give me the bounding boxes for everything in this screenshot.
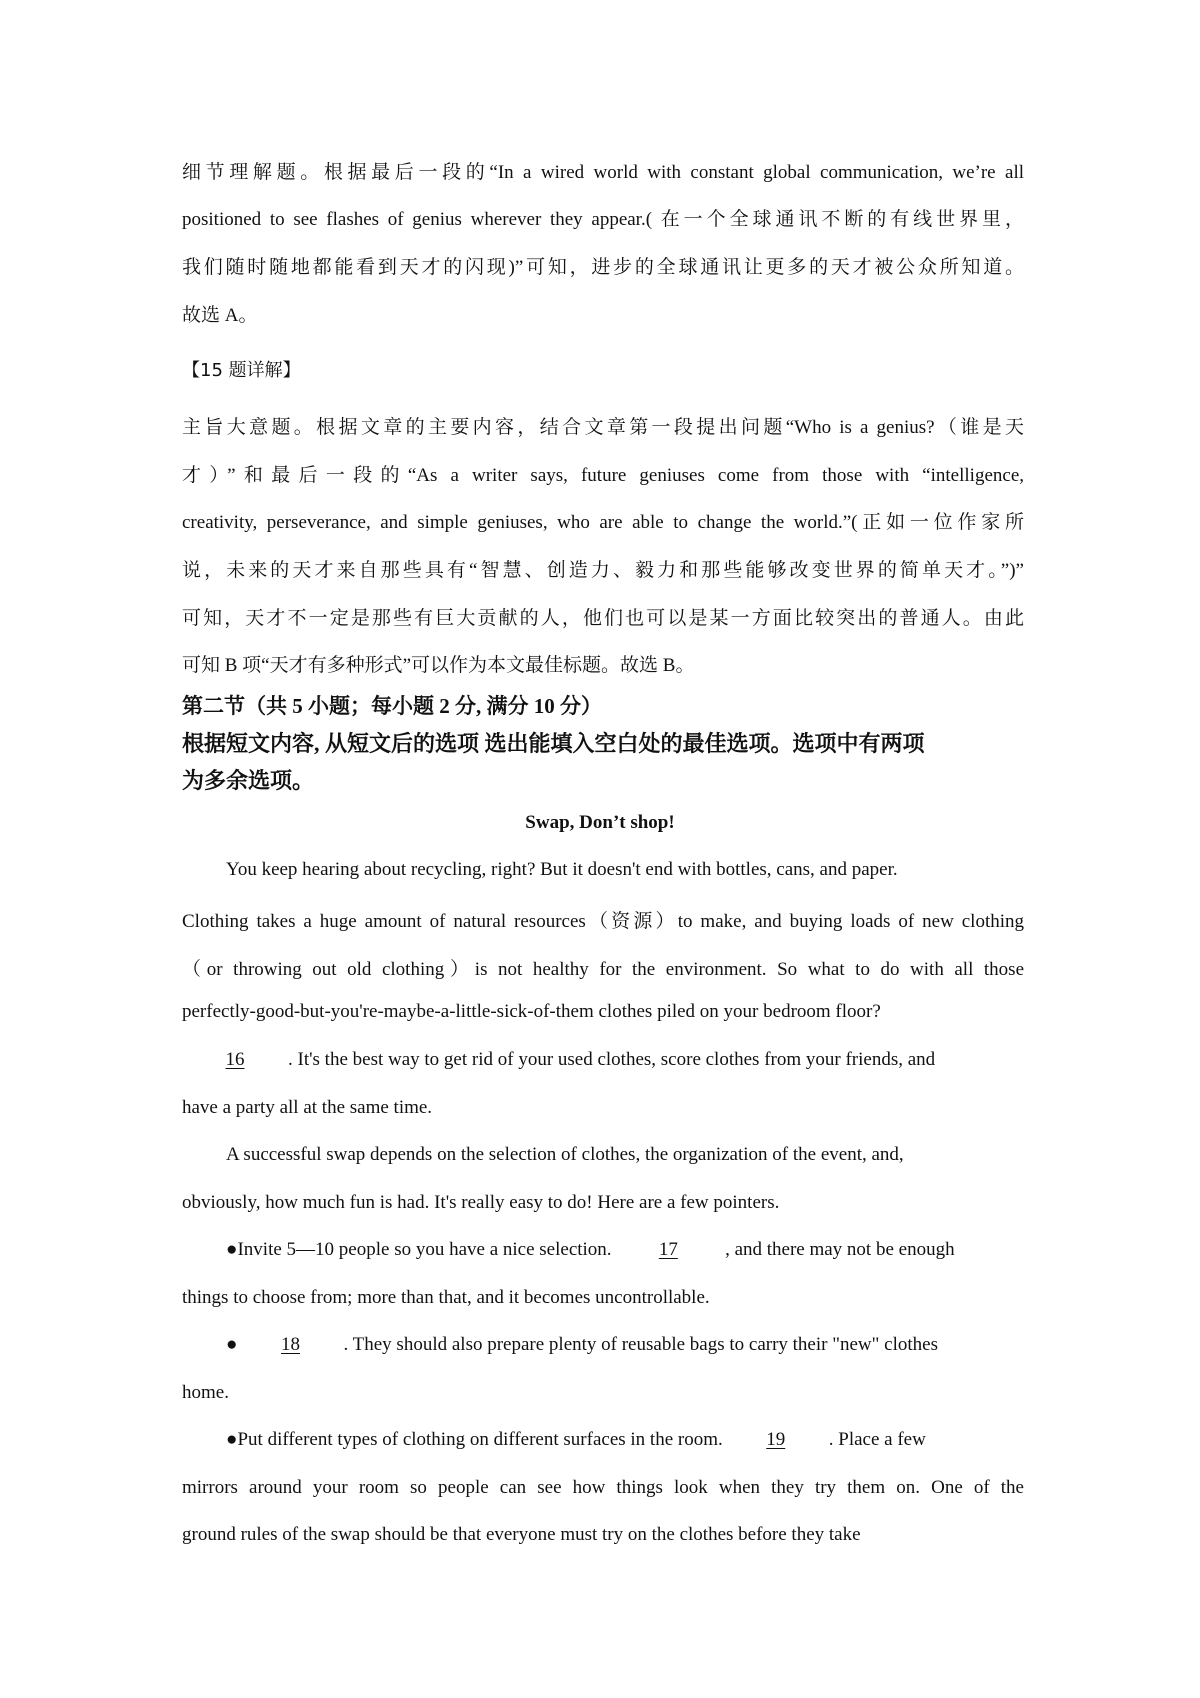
q15-line: 说，未来的天才来自那些具有“智慧、创造力、毅力和那些能够改变世界的简单天才。”)”: [182, 560, 1024, 581]
q15-line: 可知，天才不一定是那些有巨大贡献的人，他们也可以是某一方面比较突出的普通人。由此: [182, 608, 1024, 629]
passage-line: have a party all at the same time.: [182, 1097, 433, 1118]
passage-line: mirrors around your room so people can see how things look when they try them on. One of the: [182, 1477, 1024, 1498]
passage-line: home.: [182, 1382, 229, 1403]
q15-answer: 可知 B 项“天才有多种形式”可以作为本文最佳标题。故选 B。: [182, 655, 695, 676]
section-instructions: 为多余选项。: [182, 768, 315, 793]
analysis-line: 我们随时随地都能看到天才的闪现)”可知，进步的全球通讯让更多的天才被公众所知道。: [182, 257, 1024, 278]
blank-17[interactable]: 17: [658, 1239, 678, 1260]
passage-line: You keep hearing about recycling, right? But it doesn't end with bottles, cans, and paper.: [226, 859, 898, 880]
section-title: 第二节（共 5 小题；每小题 2 分, 满分 10 分）: [182, 694, 602, 718]
passage-line: ground rules of the swap should be that everyone must try on the clothes before they take: [182, 1524, 861, 1545]
bullet-text: . They should also prepare plenty of reusable bags to carry their "new" clothes: [343, 1334, 938, 1355]
analysis-answer: 故选 A。: [182, 305, 258, 326]
analysis-line: positioned to see flashes of genius wherever they appear.( 在一个全球通讯不断的有线世界里，: [182, 209, 1024, 230]
bullet-item: [226, 1429, 1024, 1451]
passage-line: （or throwing out old clothing）is not healthy for the environment. So what to do with all those: [182, 959, 1024, 980]
passage-line: Clothing takes a huge amount of natural resources（资源）to make, and buying loads of new clothing: [182, 911, 1024, 932]
q15-line: 才）”和最后一段的“As a writer says, future geniuses come from those with “intelligence,: [182, 465, 1024, 486]
blank-19[interactable]: 19: [766, 1429, 786, 1450]
section-instructions: 根据短文内容, 从短文后的选项 选出能填入空白处的最佳选项。选项中有两项: [182, 731, 925, 756]
q15-heading: 【15 题详解】: [182, 360, 301, 381]
q15-line: 主旨大意题。根据文章的主要内容，结合文章第一段提出问题“Who is a genius?（谁是天: [182, 417, 1024, 438]
passage-line: perfectly-good-but-you're-maybe-a-little-sick-of-them clothes piled on your bedroom floor?: [182, 1001, 881, 1022]
bullet-item: [226, 1239, 1024, 1261]
passage-line: A successful swap depends on the selection of clothes, the organization of the event, and,: [226, 1144, 904, 1165]
passage-line: obviously, how much fun is had. It's really easy to do! Here are a few pointers.: [182, 1192, 780, 1213]
analysis-line: 细节理解题。根据最后一段的“In a wired world with constant global communication, we’re all: [182, 162, 1024, 183]
blank-16[interactable]: 16: [225, 1049, 245, 1070]
passage-text: . It's the best way to get rid of your used clothes, score clothes from your friends, and: [288, 1049, 936, 1070]
bullet-text: ●Put different types of clothing on different surfaces in the room.: [226, 1429, 723, 1450]
blank-18[interactable]: 18: [280, 1334, 300, 1355]
bullet-text: ●Invite 5—10 people so you have a nice selection.: [226, 1239, 617, 1260]
passage-line-with-blank: [182, 1049, 1024, 1071]
bullet-text: , and there may not be enough: [720, 1239, 955, 1260]
bullet-text: . Place a few: [828, 1429, 926, 1450]
bullet-item: [226, 1334, 1024, 1356]
passage-title: Swap, Don’t shop!: [525, 812, 675, 833]
passage-line: things to choose from; more than that, and it becomes uncontrollable.: [182, 1287, 710, 1308]
bullet-icon: ●: [226, 1334, 238, 1355]
q15-line: creativity, perseverance, and simple geniuses, who are able to change the world.”(正如一位作家所: [182, 512, 1024, 533]
